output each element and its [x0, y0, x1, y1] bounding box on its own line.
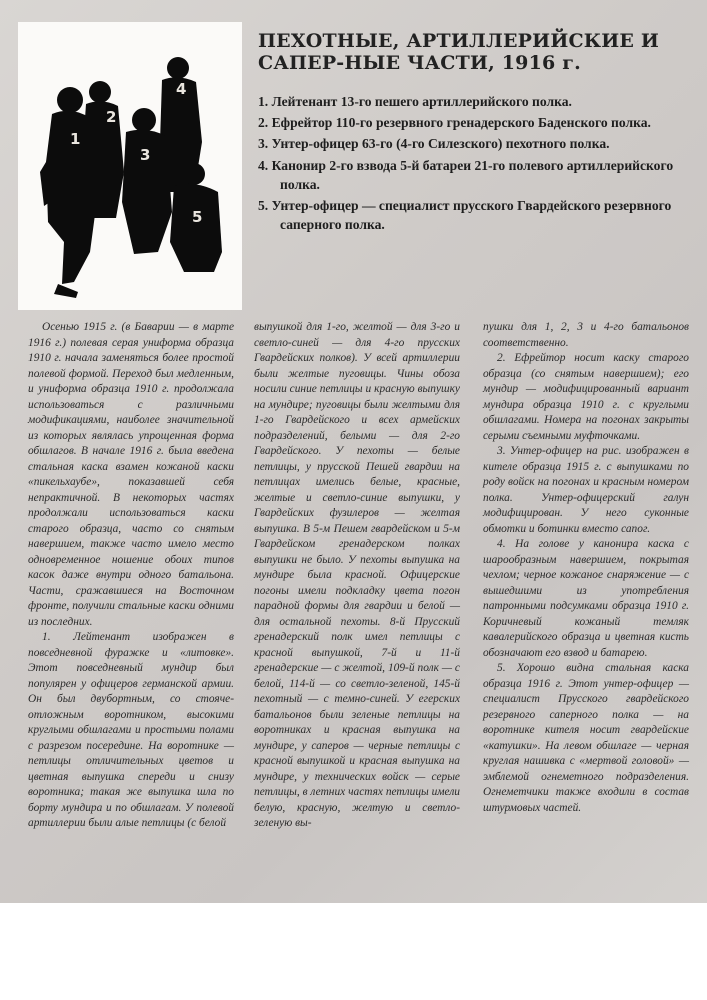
figure-number-4: 4	[176, 80, 187, 98]
figure-number-1: 1	[70, 130, 81, 148]
figure-number-5: 5	[192, 208, 203, 226]
paragraph: 2. Ефрейтор носит каску старого образца (со снятым навершием); его мундир — модифицированный вариант мундира образца 1910 г. с круглыми обшлагами. Номера на погонах закрыты серыми съемными муфточками.	[483, 352, 689, 442]
text-column-1	[28, 320, 234, 832]
paragraph: 5. Хорошо видна стальная каска образца 1916 г. Этот унтер-офицер — специалист Прусского гвардейского резервного саперного полка — на воротнике кителя носит гвардейские «катушки». На левом обшлаге — черная круглая нашивка с «мертвой головой» — эмблемой огнеметного подразделения. Огнеметчики также входили в состав штурмовых частей.	[483, 662, 689, 814]
figure-caption-list	[258, 92, 688, 236]
body-text-columns	[28, 320, 696, 880]
paragraph: 1. Лейтенант изображен в повседневной фуражке и «литовке». Этот повседневный мундир был популярен у офицеров германской армии. Он был двубортным, со стояче-отложным воротником, высокими круглыми обшлагами и простыми полами с разрезом посередине. На воротнике — петлицы отличительных цветов и цветная выпушка спереди и снизу воротника; такая же выпушка шла по борту мундира и по обшлагам. У полевой артиллерии были алые петлицы (с белой	[28, 631, 234, 829]
paragraph: пушки для 1, 2, 3 и 4-го батальонов соответственно.	[483, 321, 689, 349]
paragraph: 3. Унтер-офицер на рис. изображен в кителе образца 1915 г. с выпушками по роду войск на погонах и красным номером полка. Унтер-офицерский галун модифицирован. У него суконные обмотки и ботинки вместо сапог.	[483, 445, 689, 535]
figure-number-3: 3	[140, 146, 151, 164]
soldiers-silhouette	[18, 22, 242, 310]
paragraph: Осенью 1915 г. (в Баварии — в марте 1916 г.) полевая серая униформа образца 1910 г. начала заменяться более простой полевой формой. Переход был медленным, и униформа образца 1910 г. продолжала использоваться с различными модификациями, наиболее значительной из которых являлась упрощенная форма обшлагов. В начале 1916 г. была введена стальная каска взамен кожаной каски «пикельхаубе», показавшей себя непрактичной. В некоторых частях продолжали использоваться каски старого образца, часто со снятым навершием, также часто имело место одновременное ношение обоих типов касок даже внутри одного батальона. Части, сражавшиеся на Восточном фронте, получили стальные каски одними из последних.	[28, 321, 234, 628]
caption-item-4: 4. Канонир 2-го взвода 5-й батареи 21-го полевого артиллерийского полка.	[258, 157, 674, 192]
figure-number-2: 2	[106, 108, 117, 126]
caption-item-5: 5. Унтер-офицер — специалист прусского Гвардейского резервного саперного полка.	[258, 198, 672, 233]
text-column-2	[254, 320, 460, 832]
text-column-3	[483, 320, 689, 816]
caption-item-3: 3. Унтер-офицер 63-го (4-го Силезского) пехотного полка.	[258, 136, 610, 152]
paragraph: выпушкой для 1-го, желтой — для 3-го и светло-синей — для 4-го прусских Гвардейских полков). У всей артиллерии были желтые пуговицы. Чины обоза носили синие петлицы и красную выпушку на мундире; пуговицы были желтыми для 1-го Гвардейского и всех армейских подразделений, белыми — для 2-го Гвардейского. У пехоты — белые петлицы, у прусской Пешей гвардии на петлицах имелись белые, красные, желтые и светло-синие выпушки, у Гвардейских фузилеров — желтая выпушка. В 5-м Пешем гвардейском и 5-м Гвардейском гренадерском полках выпушки не было. У пехоты выпушка на мундире была красной. Офицерские погоны имели подкладку цвета погон парадной формы для гвардии и белой — для остальной пехоты. 8-й Прусский гренадерский полк имел петлицы с красной выпушкой, 7-й и 11-й гренадерские — с желтой, 109-й полк — с белой, 114-й — со светло-зеленой, 145-й пехотный — с темно-синей. У егерских батальонов были зеленые петлицы на воротниках и красная выпушка на мундире, у саперов — черные петлицы с красной выпушкой и красная выпушка на мундире, у технических войск — серые петлицы, в летних частях петлицы имели белую, красную, желтую и светло-зеленую вы-	[254, 321, 460, 829]
paragraph: 4. На голове у канонира каска с шарообразным навершием, покрытая чехлом; черное кожаное снаряжение — с вышедшими из употребления патронными подсумками образца 1910 г. Коричневый кожаный темляк кавалерийского образца и цветная кисть обозначают его взвод и батарею.	[483, 538, 689, 659]
silhouette-figure	[18, 22, 242, 310]
page-title: ПЕХОТНЫЕ, АРТИЛЛЕРИЙСКИЕ И САПЕР-НЫЕ ЧАСТИ, 1916 г.	[258, 30, 660, 74]
caption-item-1: 1. Лейтенант 13-го пешего артиллерийского полка.	[258, 94, 572, 109]
caption-item-2: 2. Ефрейтор 110-го резервного гренадерского Баденского полка.	[258, 115, 651, 131]
